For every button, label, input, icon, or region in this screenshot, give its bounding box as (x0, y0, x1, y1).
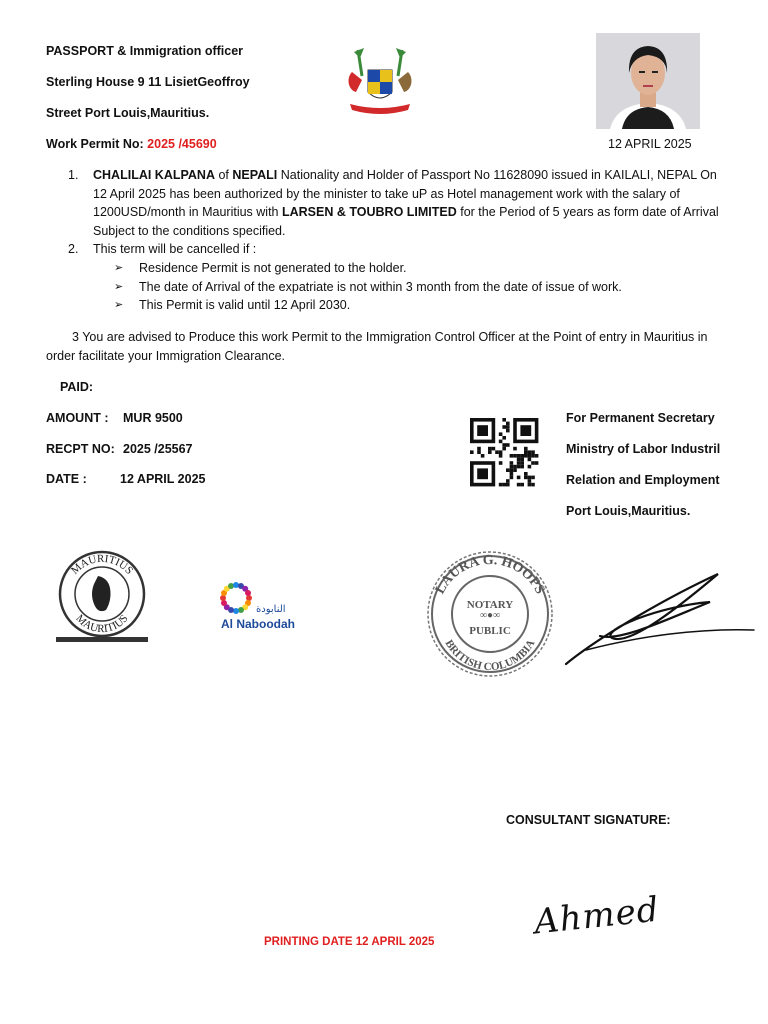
holder-name: CHALILAI KALPANA (93, 168, 215, 182)
permit-clauses (46, 166, 726, 315)
ministry-block (566, 403, 720, 527)
issue-date: 12 APRIL 2025 (608, 137, 692, 151)
receipt-label: RECPT NO: (46, 442, 115, 456)
clause-2 (46, 240, 726, 259)
consultant-signature: Ahmed (532, 889, 662, 943)
amount-value: MUR 9500 (123, 411, 183, 425)
printing-date: PRINTING DATE 12 APRIL 2025 (264, 936, 435, 948)
ministry-line-1: For Permanent Secretary (566, 411, 715, 425)
notary-stamp-icon (424, 550, 556, 678)
paid-label: PAID: (60, 380, 94, 394)
office-address-line2: Street Port Louis,Mauritius. (46, 106, 210, 120)
clause-1-text-b: for the Period of 5 years as form date of Arrival Subject to the conditions specified. (93, 205, 719, 238)
condition-text: Residence Permit is not generated to the holder. (139, 260, 407, 275)
authority-signature-icon (560, 566, 756, 670)
notary-stamp-public: PUBLIC (469, 625, 511, 637)
receipt-row (46, 442, 193, 456)
notary-stamp-notary: NOTARY (466, 599, 514, 611)
work-permit-label: Work Permit No: (46, 137, 148, 151)
arrow-bullet-icon: ➢ (114, 261, 124, 274)
payment-date-label: DATE : (46, 472, 87, 486)
ministry-line-3: Relation and Employment (566, 473, 720, 487)
notary-stamp-region: BRITISH COLUMBIA (442, 637, 538, 674)
ministry-line-2: Ministry of Labor Industril (566, 442, 721, 456)
ministry-line-4: Port Louis,Mauritius. (566, 504, 691, 518)
condition-item (46, 296, 726, 315)
al-naboodah-arabic: النابودة (256, 604, 286, 615)
notary-stamp-name: LAURA G. HOOPS (432, 552, 548, 597)
condition-text: The date of Arrival of the expatriate is not within 3 month from the date of issue of work. (139, 279, 622, 294)
arrow-bullet-icon: ➢ (114, 299, 124, 312)
notary-stamp-divider: ∞●∞ (479, 610, 501, 621)
mauritius-stamp-icon (54, 548, 150, 644)
arrow-bullet-icon: ➢ (114, 280, 124, 293)
amount-row (46, 411, 183, 425)
mauritius-stamp-top-text: MAURITIUS (68, 552, 136, 577)
condition-item (46, 278, 726, 297)
clause-2-number: 2. (68, 242, 79, 257)
clause-3-text: 3 You are advised to Produce this work Permit to the Immigration Control Officer at the Point of entry in Mauritius in order facilitate your Immigration Clearance. (46, 330, 708, 363)
clause-1-of: of (214, 168, 233, 182)
condition-text: This Permit is valid until 12 April 2030. (139, 298, 351, 313)
al-naboodah-logo-icon (218, 580, 254, 616)
amount-label: AMOUNT : (46, 411, 109, 425)
clause-1-number: 1. (68, 168, 79, 182)
payment-date-value: 12 APRIL 2025 (120, 472, 206, 486)
mauritius-stamp-bottom-text: MAURITIUS (73, 612, 131, 636)
receipt-value: 2025 /25567 (123, 442, 193, 456)
condition-item (46, 259, 726, 278)
clause-2-text: This term will be cancelled if : (93, 242, 257, 257)
holder-photo (596, 33, 700, 129)
office-name: PASSPORT & Immigration officer (46, 44, 244, 58)
work-permit-value: 2025 /45690 (147, 137, 217, 151)
holder-nationality: NEPALI (232, 168, 278, 182)
employer-name: LARSEN & TOUBRO LIMITED (281, 205, 457, 220)
consultant-signature-label: CONSULTANT SIGNATURE: (506, 813, 671, 827)
office-address-line1: Sterling House 9 11 LisietGeoffroy (46, 75, 250, 89)
qr-code-icon (470, 418, 542, 488)
work-permit-number (46, 137, 217, 151)
clause-1 (46, 166, 726, 240)
coat-of-arms-icon (340, 46, 420, 118)
payment-date-row (46, 472, 205, 486)
al-naboodah-name: Al Naboodah (221, 617, 295, 631)
clause-1-text-a: Nationality and Holder of Passport No 11628090 issued in KAILALI, NEPAL On 12 April 2025 has been authorized by the minister to take uP as Hotel management work with the salary of 1200USD/month in Mauritius with (93, 168, 717, 220)
